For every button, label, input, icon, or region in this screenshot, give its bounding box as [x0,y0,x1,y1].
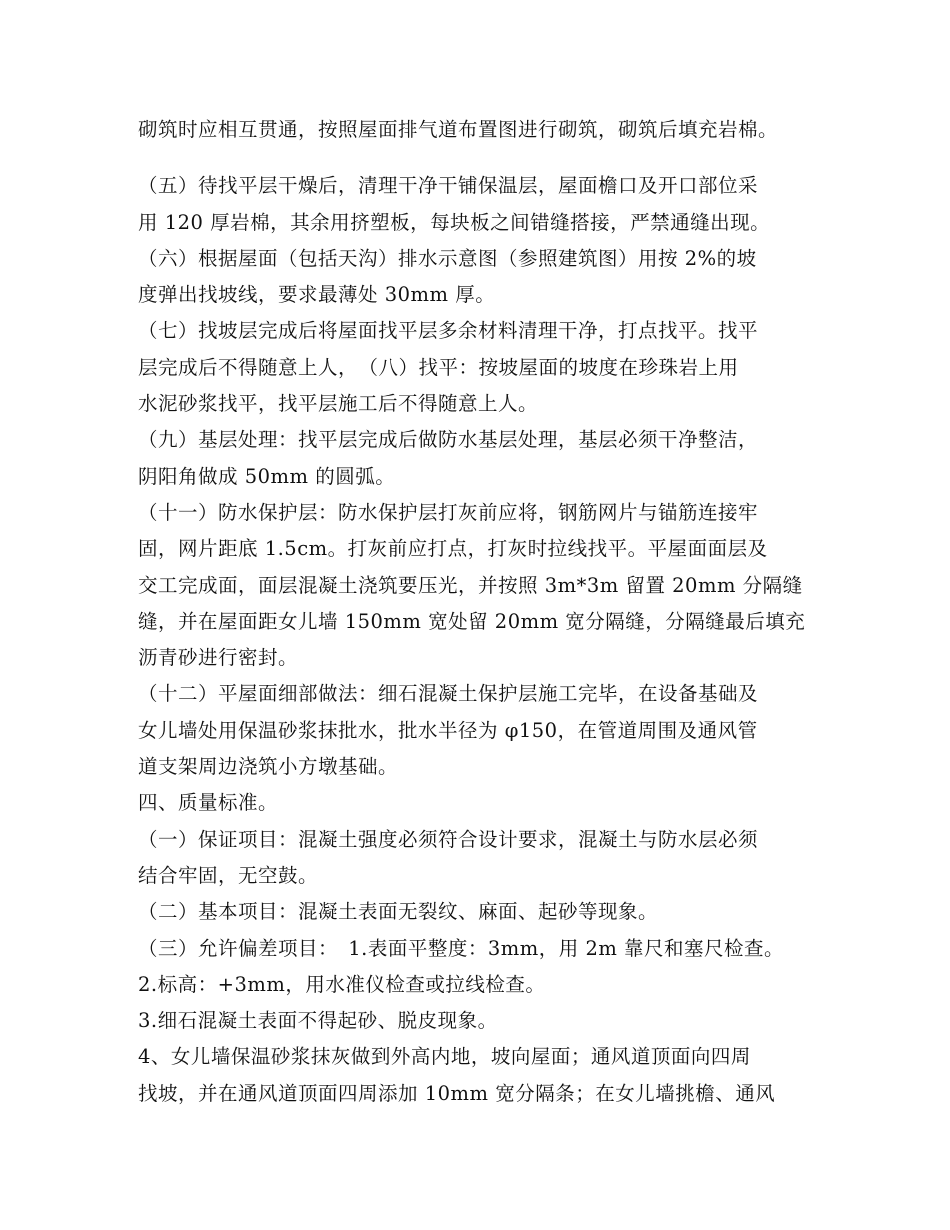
text-line: 层完成后不得随意上人， （八）找平：按坡屋面的坡度在珍珠岩上用 [138,355,739,379]
text-line: 结合牢固，无空鼓。 [138,863,319,887]
text-line: 女儿墙处用保温砂浆抹批水，批水半径为 φ150，在管道周围及通风管 [138,718,758,742]
text-line: 阴阳角做成 50mm 的圆弧。 [138,464,396,488]
text-line: （十二）平屋面细部做法：细石混凝土保护层施工完毕，在设备基础及 [138,682,759,706]
text-line: 砌筑时应相互贯通，按照屋面排气道布置图进行砌筑，砌筑后填充岩棉。 [138,118,779,141]
section-heading: 四、质量标准。 [138,791,279,815]
text-line: 道支架周边浇筑小方墩基础。 [138,755,399,779]
text-line: 度弹出找坡线，要求最薄处 30mm 厚。 [138,283,496,307]
text-line: 交工完成面，面层混凝土浇筑要压光，并按照 3m*3m 留置 20mm 分隔缝 [138,573,803,597]
text-line: 水泥砂浆找平，找平层施工后不得随意上人。 [138,392,539,416]
text-line: 固，网片距底 1.5cm。打灰前应打点，打灰时拉线找平。平屋面面层及 [138,537,768,561]
text-line: （十一）防水保护层：防水保护层打灰前应将，钢筋网片与锚筋连接牢 [138,500,759,524]
text-line: （九）基层处理：找平层完成后做防水基层处理，基层必须干净整洁， [138,428,759,452]
text-line: （一）保证项目：混凝土强度必须符合设计要求，混凝土与防水层必须 [138,827,759,851]
text-line: 3.细石混凝土表面不得起砂、脱皮现象。 [138,1009,498,1033]
text-line: 沥青砂进行密封。 [138,646,299,670]
text-line: 找坡，并在通风道顶面四周添加 10mm 宽分隔条；在女儿墙挑檐、通风 [138,1081,776,1105]
text-line: （六）根据屋面（包括天沟）排水示意图（参照建筑图）用按 2%的坡 [138,246,757,270]
text-line: 2.标高：+3mm，用水准仪检查或拉线检查。 [138,972,546,996]
text-line: 缝，并在屋面距女儿墙 150mm 宽处留 20mm 宽分隔缝，分隔缝最后填充 [138,609,806,633]
text-line: 用 120 厚岩棉，其余用挤塑板，每块板之间错缝搭接，严禁通缝出现。 [138,210,771,234]
text-line: （七）找坡层完成后将屋面找平层多余材料清理干净，打点找平。找平 [138,319,759,343]
text-line: 4、女儿墙保温砂浆抹灰做到外高内地，坡向屋面；通风道顶面向四周 [138,1045,751,1069]
document-body [138,112,828,1112]
text-line: （五）待找平层干燥后，清理干净干铺保温层，屋面檐口及开口部位采 [138,174,759,198]
text-line: （二）基本项目：混凝土表面无裂纹、麻面、起砂等现象。 [138,900,659,924]
text-line: （三）允许偏差项目： 1.表面平整度：3mm，用 2m 靠尺和塞尺检查。 [138,936,785,960]
paragraph-gap [138,148,828,168]
